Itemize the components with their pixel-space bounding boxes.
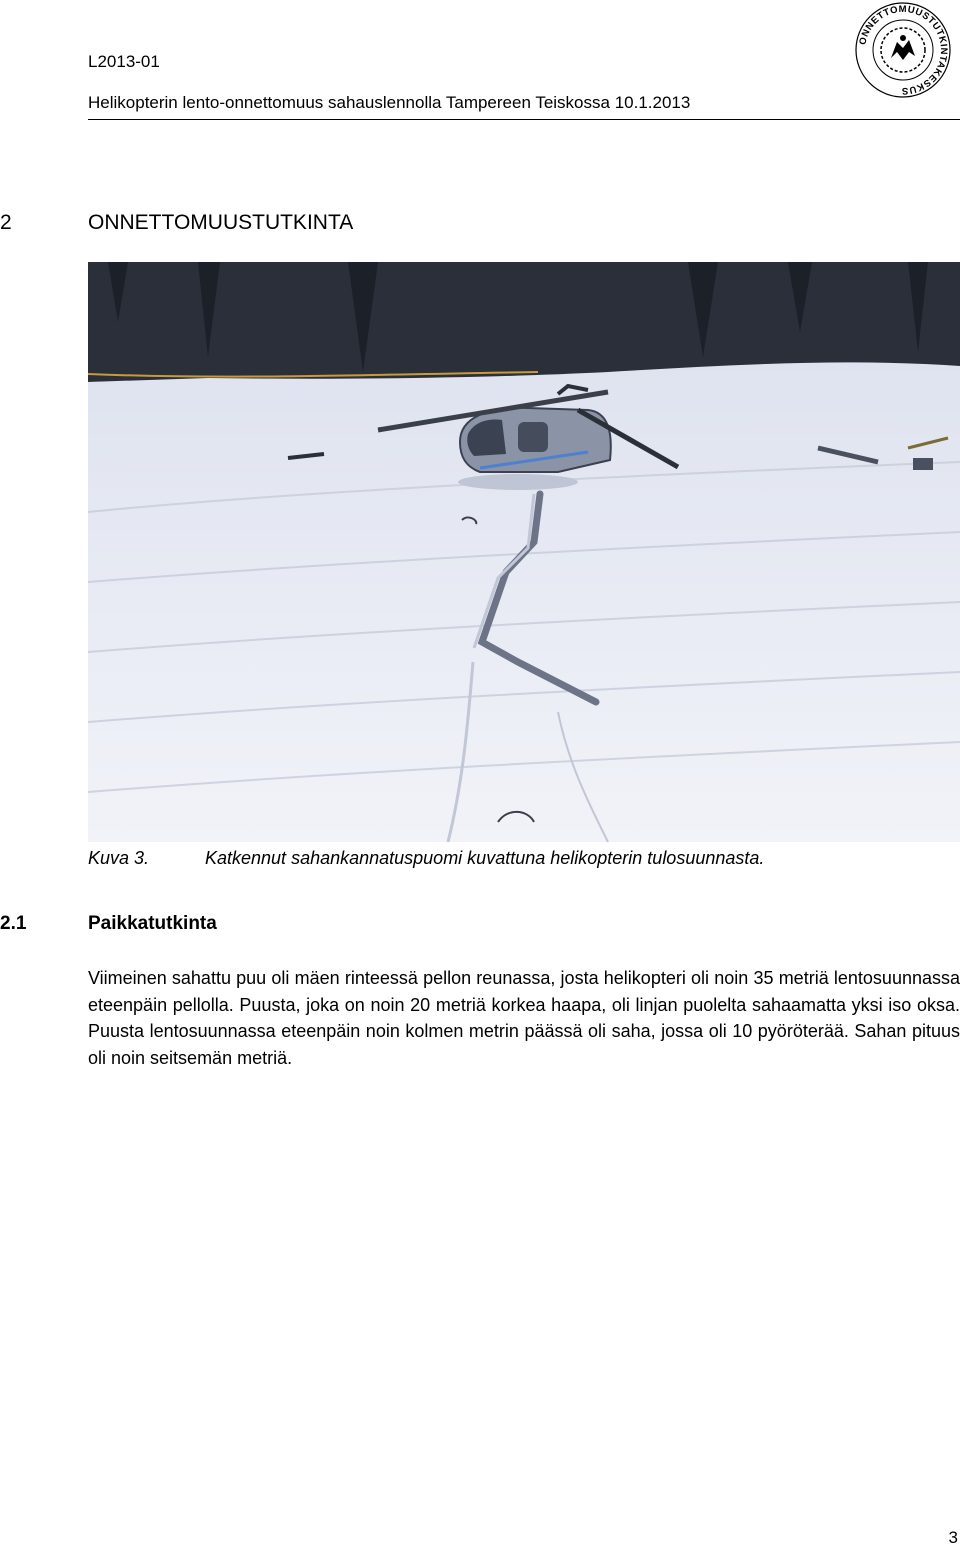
- crash-site-photo: [88, 262, 960, 842]
- svg-text:ONNETTOMUUSTUTKINTAKESKUS: ONNETTOMUUSTUTKINTAKESKUS: [857, 3, 950, 97]
- section-heading: [0, 211, 353, 235]
- section-number: 2: [0, 211, 12, 234]
- figure-caption-text: Katkennut sahankannatuspuomi kuvattuna helikopterin tulosuunnasta.: [205, 848, 765, 868]
- subsection-title: Paikkatutkinta: [88, 913, 217, 934]
- subsection-number: 2.1: [0, 913, 27, 934]
- header-divider: [88, 119, 960, 120]
- subsection-heading: [0, 913, 217, 935]
- agency-seal-logo: [853, 0, 953, 100]
- figure-caption: [88, 848, 764, 869]
- report-id: L2013-01: [88, 52, 160, 71]
- section-title: ONNETTOMUUSTUTKINTA: [88, 211, 354, 234]
- body-paragraph: Viimeinen sahattu puu oli mäen rinteessä pellon reunassa, josta helikopteri oli noin 35 metriä lentosuunnassa eteenpäin pellolla. Puusta, joka on noin 20 metriä korkea haapa, oli linjan puolelta sahaamatta yksi iso oksa. Puusta lentosuunnassa eteenpäin noin kolmen metrin päässä oli saha, jossa oli 10 pyöröterää. Sahan pituus oli noin seitsemän metriä.: [88, 968, 960, 1068]
- figure-label: Kuva 3.: [88, 848, 150, 868]
- lion-emblem-icon: [881, 28, 925, 72]
- report-title: Helikopterin lento-onnettomuus sahauslennolla Tampereen Teiskossa 10.1.2013: [88, 93, 691, 112]
- page-number: 3: [948, 1528, 958, 1547]
